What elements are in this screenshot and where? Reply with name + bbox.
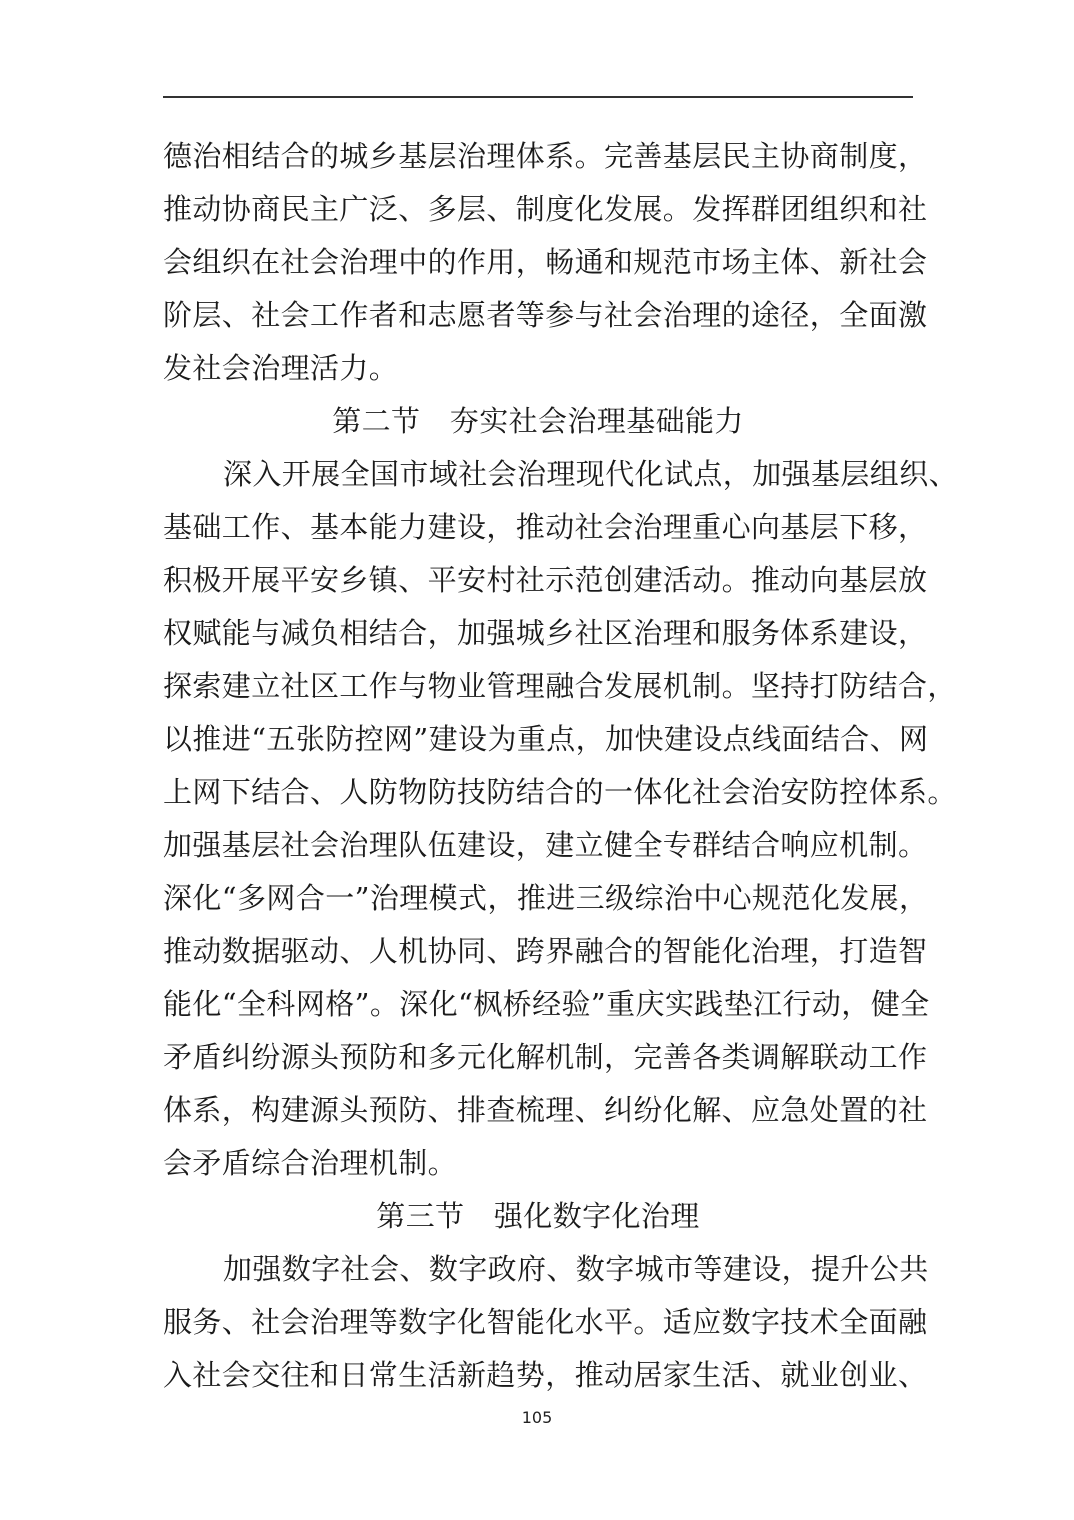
section-heading: 第二节 夯实社会治理基础能力 (332, 404, 744, 438)
text-line: 入社会交往和日常生活新趋势，推动居家生活、就业创业、 (163, 1358, 928, 1392)
section-3-paragraph (163, 1243, 963, 1402)
text-line: 推动数据驱动、人机协同、跨界融合的智能化治理，打造智 (163, 934, 928, 968)
text-line: 服务、社会治理等数字化智能化水平。适应数字技术全面融 (163, 1305, 928, 1339)
text-line: 发社会治理活力。 (163, 351, 399, 385)
text-line: 会矛盾综合治理机制。 (163, 1146, 458, 1180)
text-line: 德治相结合的城乡基层治理体系。完善基层民主协商制度， (163, 139, 928, 173)
section-2-paragraph (163, 448, 963, 1190)
text-line: 基础工作、基本能力建设，推动社会治理重心向基层下移， (163, 510, 928, 544)
header-rule (163, 96, 913, 98)
text-line: 能化“全科网格”。深化“枫桥经验”重庆实践垫江行动，健全 (163, 987, 930, 1021)
text-line: 体系，构建源头预防、排查梳理、纠纷化解、应急处置的社 (163, 1093, 928, 1127)
section-heading: 第三节 强化数字化治理 (376, 1199, 700, 1233)
text-line: 探索建立社区工作与物业管理融合发展机制。坚持打防结合， (163, 669, 957, 703)
text-line: 加强数字社会、数字政府、数字城市等建设，提升公共 (223, 1252, 929, 1286)
text-line: 会组织在社会治理中的作用，畅通和规范市场主体、新社会 (163, 245, 928, 279)
text-line: 积极开展平安乡镇、平安村社示范创建活动。推动向基层放 (163, 563, 928, 597)
text-line: 加强基层社会治理队伍建设，建立健全专群结合响应机制。 (163, 828, 928, 862)
text-line: 权赋能与减负相结合，加强城乡社区治理和服务体系建设， (163, 616, 928, 650)
page-number: 105 (521, 1408, 553, 1427)
text-line: 推动协商民主广泛、多层、制度化发展。发挥群团组织和社 (163, 192, 928, 226)
paragraph-continued (163, 130, 963, 395)
text-line: 深化“多网合一”治理模式，推进三级综治中心规范化发展， (163, 881, 929, 915)
text-line: 阶层、社会工作者和志愿者等参与社会治理的途径，全面激 (163, 298, 928, 332)
text-line: 以推进“五张防控网”建设为重点，加快建设点线面结合、网 (163, 722, 929, 756)
text-line: 深入开展全国市域社会治理现代化试点，加强基层组织、 (223, 457, 959, 491)
document-body (163, 130, 963, 1402)
text-line: 上网下结合、人防物防技防结合的一体化社会治安防控体系。 (163, 775, 957, 809)
text-line: 矛盾纠纷源头预防和多元化解机制，完善各类调解联动工作 (163, 1040, 928, 1074)
